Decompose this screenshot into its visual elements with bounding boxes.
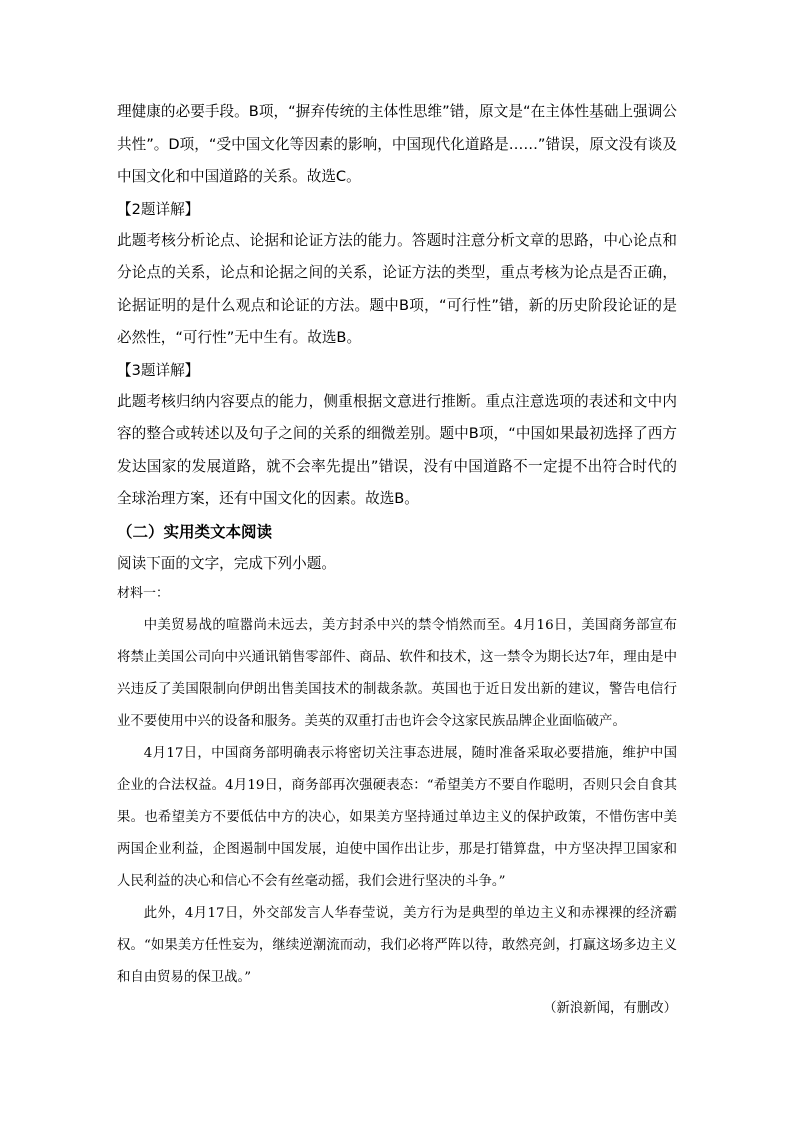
material-paragraph-1: 中美贸易战的喧嚣尚未远去，美方封杀中兴的禁令悄然而至。4月16日，美国商务部宣布将禁止美国公司向中兴通讯销售零部件、商品、软件和技术，这一禁令为期长达7年，理由是中兴违反了美国限制向伊朗出售美国技术的制裁条款。英国也于近日发出新的建议，警告电信行业不要使用中兴的设备和服务。美英的双重打击也许会令这家民族品牌企业面临破产。 bbox=[117, 618, 677, 729]
question-2-heading: 【2题详解】 bbox=[117, 200, 200, 218]
source-attribution: （新浪新闻，有删改） bbox=[543, 1001, 677, 1016]
question-3-heading: 【3题详解】 bbox=[117, 361, 200, 379]
question-2-explanation: 此题考核分析论点、论据和论证方法的能力。答题时注意分析文章的思路，中心论点和分论点的关系，论点和论据之间的关系，论证方法的类型，重点考核为论点是否正确，论据证明的是什么观点和论证的方法。题中B项，“可行性”错，新的历史阶段论证的是必然性，“可行性”无中生有。故选B。 bbox=[117, 231, 677, 346]
question-3-explanation: 此题考核归纳内容要点的能力，侧重根据文意进行推断。重点注意选项的表述和文中内容的整合或转述以及句子之间的关系的细微差别。题中B项，“中国如果最初选择了西方发达国家的发展道路，就不会率先提出”错误，没有中国道路不一定提不出符合时代的全球治理方案，还有中国文化的因素。故选B。 bbox=[117, 392, 677, 507]
section-title: （二）实用类文本阅读 bbox=[117, 522, 273, 541]
material-paragraph-3: 此外，4月17日，外交部发言人华春莹说，美方行为是典型的单边主义和赤裸裸的经济霸权。“如果美方任性妄为，继续逆潮流而动，我们必将严阵以待，敢然亮剑，打赢这场多边主义和自由贸易的保卫战。” bbox=[117, 906, 677, 985]
material-paragraph-2: 4月17日，中国商务部明确表示将密切关注事态进展，随时准备采取必要措施，维护中国企业的合法权益。4月19日，商务部再次强硬表态：“希望美方不要自作聪明，否则只会自食其果。也希望美方不要低估中方的决心，如果美方坚持通过单边主义的保护政策，不惜伤害中美两国企业利益，企图遏制中国发展，迫使中国作出让步，那是打错算盘，中方坚决捍卫国家和人民利益的决心和信心不会有丝毫动摇，我们会进行坚决的斗争。” bbox=[117, 746, 677, 889]
reading-instruction: 阅读下面的文字，完成下列小题。 bbox=[117, 554, 336, 572]
answer-paragraph-1: 理健康的必要手段。B项，“摒弃传统的主体性思维”错，原文是“在主体性基础上强调公共性”。D项，“受中国文化等因素的影响，中国现代化道路是……”错误，原文没有谈及中国文化和中国道路的关系。故选C。 bbox=[117, 103, 677, 185]
material-label: 材料一： bbox=[117, 586, 170, 601]
document-page bbox=[117, 96, 677, 1024]
